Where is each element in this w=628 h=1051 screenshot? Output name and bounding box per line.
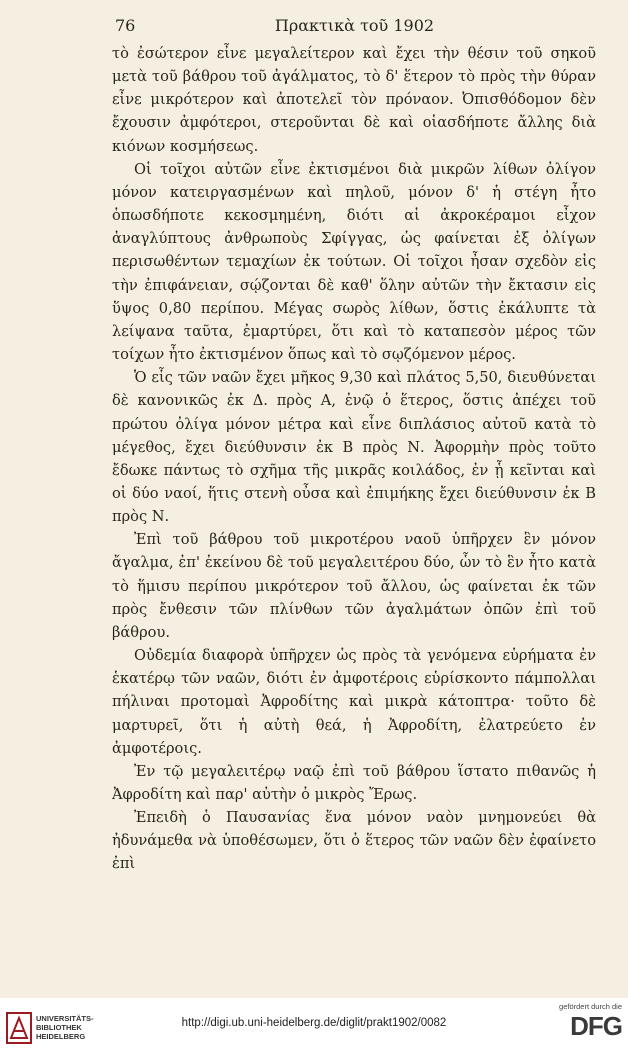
paragraph-4: Ἐπὶ τοῦ βάθρου τοῦ μικροτέρου ναοῦ ὑπῆρχεν ἓν μόνον ἄγαλμα, ἐπ' ἐκείνου δὲ τοῦ μεγαλειτέρου δύο, ὧν τὸ ἓν ἦτο κατὰ τὸ ἥμισυ περίπου μικρότερον τοῦ ἄλλου, ὡς φαίνεται ἐκ τῶν πρὸς ἔνθεσιν τῶν πλίνθων τῶν ἀγαλμάτων ὀπῶν ἐπὶ τοῦ βάθρου.: [112, 531, 596, 641]
page-number: 76: [115, 16, 136, 35]
paragraph-1: τὸ ἐσώτερον εἶνε μεγαλείτερον καὶ ἔχει τὴν θέσιν τοῦ σηκοῦ μετὰ τοῦ βάθρου τοῦ ἀγάλματος, τὸ δ' ἕτερον τὸ πρὸς τὴν θύραν εἶνε μικρότερον καὶ ἀποτελεῖ τὸν πρόναον. Ὀπισθόδομον δὲν ἔχουσιν ἀμφότεροι, στεροῦνται δὲ καὶ οἱασδήποτε ἄλλης διὰ κιόνων κοσμήσεως.: [112, 45, 596, 155]
source-url-link[interactable]: http://digi.ub.uni-heidelberg.de/diglit/prakt1902/0082: [181, 1017, 447, 1029]
paragraph-6: Ἐν τῷ μεγαλειτέρῳ ναῷ ἐπὶ τοῦ βάθρου ἵστατο πιθανῶς ἡ Ἀφροδίτη καὶ παρ' αὐτὴν ὁ μικρὸς Ἔρως.: [112, 762, 596, 803]
running-title: Πρακτικὰ τοῦ 1902: [274, 16, 435, 35]
paragraph-5: Οὐδεμία διαφορὰ ὑπῆρχεν ὡς πρὸς τὰ γενόμενα εὑρήματα ἐν ἑκατέρῳ τῶν ναῶν, διότι ἐν ἀμφοτέροις εὑρίσκοντο πάμπολλαι πήλιναι προτομαὶ Ἀφροδίτης καὶ μικρὰ κάτοπτρα· τοῦτο δὲ μαρτυρεῖ, ὅτι ἡ αὐτὴ θεά, ἡ Ἀφροδίτη, ἐλατρεύετο ἐν ἀμφοτέροις.: [112, 647, 596, 757]
paragraph-2: Οἱ τοῖχοι αὐτῶν εἶνε ἐκτισμένοι διὰ μικρῶν λίθων ὀλίγον μόνον κατειργασμένων καὶ πηλοῦ, μόνον δ' ἡ στέγη ἦτο ὁπωσδήποτε κεκοσμημένη, διότι αἱ ἀκροκέραμοι εἶχον ἀναγλύπτους ἀνθρωποὺς Σφίγγας, ὡς φαίνεται ἐξ ὀλίγων περισωθέντων τεμαχίων ἐκ τούτων. Οἱ τοῖχοι ἦσαν σχεδὸν εἰς τὴν ἐπιφάνειαν, σῴζονται δὲ καθ' ὅλην αὐτῶν τὴν ἔκτασιν εἰς ὕψος 0,80 περίπου. Μέγας σωρὸς λίθων, ὅστις ἐκάλυπτε τὰ λείψανα ταῦτα, ἐμαρτύρει, ὅτι καὶ τὸ καταπεσὸν μέρος τῶν τοίχων ἦτο ἐκτισμένον ὅπως καὶ τὸ σῳζόμενον μέρος.: [112, 160, 596, 364]
funding-note: gefördert durch die: [559, 1002, 622, 1011]
library-line-3: HEIDELBERG: [36, 1032, 86, 1041]
body-text: [112, 42, 596, 876]
dfg-logo[interactable]: [552, 1002, 622, 1041]
paragraph-7: Ἐπειδὴ ὁ Παυσανίας ἕνα μόνον ναὸν μνημονεύει θὰ ἠδυνάμεθα νὰ ὑποθέσωμεν, ὅτι ὁ ἕτερος τῶν ναῶν δὲν ἐφαίνετο ἐπὶ: [112, 809, 596, 873]
page-header: [115, 16, 594, 40]
library-line-2: BIBLIOTHEK: [36, 1023, 82, 1032]
library-line-1: UNIVERSITÄTS-: [36, 1014, 94, 1023]
paragraph-3: Ὁ εἷς τῶν ναῶν ἔχει μῆκος 9,30 καὶ πλάτος 5,50, διευθύνεται δὲ κανονικῶς ἐκ Δ. πρὸς Α, ἐνῷ ὁ ἕτερος, ὅστις ἀπέχει τοῦ πρώτου ὀλίγα μόνον μέτρα καὶ εἶνε διπλάσιος αὐτοῦ κατὰ τὸ μέγεθος, ἔχει διεύθυνσιν ἐκ Β πρὸς Ν. Ἀφορμὴν πρὸς τοῦτο ἔδωκε πάντως τὸ σχῆμα τῆς μικρᾶς κοιλάδος, ἐν ᾗ κεῖνται καὶ οἱ δύο ναοί, ἥτις στενὴ οὖσα καὶ ἐπιμήκης ἔχει διεύθυνσιν ἐκ Β πρὸς Ν.: [112, 369, 596, 526]
dfg-wordmark: DFG: [570, 1011, 622, 1041]
